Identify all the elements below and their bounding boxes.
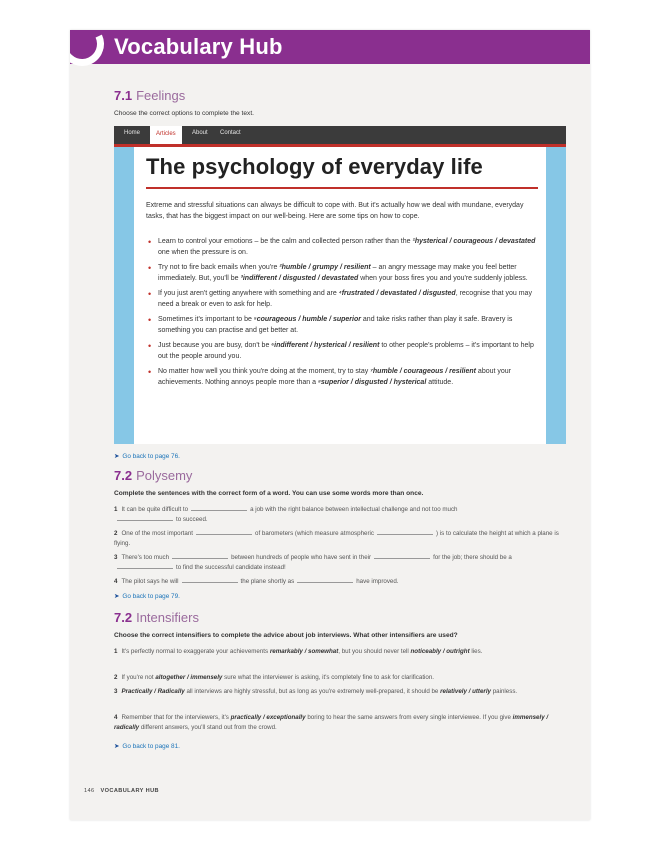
list-item: • If you just aren't getting anywhere with something and are ⁴frustrated / devastated / disgusted, recognise that you may need a break or even to ask for help. (146, 289, 536, 310)
list-item: • Sometimes it's important to be ⁵courageous / humble / superior and take risks rather than play it safe. Bravery is something you can practise and get better at. (146, 315, 536, 336)
article-body (134, 147, 546, 444)
polysemy-item: 3 There's too much between hundreds of people who have sent in their for the job; there should be ato find the successful candidate instead! (114, 554, 512, 571)
article-webpage (114, 126, 566, 444)
polysemy-item: 4 The pilot says he will the plane shortly as have improved. (114, 578, 399, 585)
list-item: • Just because you are busy, don't be ⁶indifferent / hysterical / resilient to other people's problems – it's important to help out the people around you. (146, 341, 536, 362)
section-7-1-title: 7.1 Feelings (114, 88, 186, 103)
headline-rule (146, 187, 538, 189)
nav-about[interactable]: About (192, 130, 208, 136)
website-nav (114, 126, 566, 144)
answer-blank[interactable] (377, 529, 433, 535)
answer-blank[interactable] (172, 553, 228, 559)
nav-articles[interactable]: Articles (150, 126, 182, 144)
list-item: • Learn to control your emotions – be the calm and collected person rather than the ¹hysterical / courageous / devastated one when the pressure is on. (146, 237, 536, 258)
section-7-2-title: 7.2 Polysemy (114, 468, 193, 483)
tips-list (146, 237, 536, 393)
list-item: • No matter how well you think you're doing at the moment, try to stay ⁷humble / courageous / resilient about your achievements. Nothing annoys people more than a ⁸superior / disgusted / hysterical attitude. (146, 367, 536, 388)
page-number: 146 (84, 788, 95, 794)
arrow-right-icon: ➤ (114, 593, 120, 600)
page-title: Vocabulary Hub (114, 34, 283, 59)
go-back-link-81[interactable]: ➤ Go back to page 81. (114, 743, 180, 750)
intensifier-item: 4 Remember that for the interviewers, it's practically / exceptionally boring to hear the same answers from every single interviewee. If you give immensely / radically different answers, you'll stand out from the crowd. (114, 714, 549, 731)
section-7-2-instruction: Complete the sentences with the correct form of a word. You can use some words more than once. (114, 490, 424, 497)
header-swoosh-icon (70, 30, 110, 72)
answer-blank[interactable] (374, 553, 430, 559)
section-intensifiers-title: 7.2 Intensifiers (114, 610, 199, 625)
page-footer (84, 788, 159, 794)
section-intensifiers-instruction: Choose the correct intensifiers to complete the advice about job interviews. What other intensifiers are used? (114, 632, 458, 639)
nav-contact[interactable]: Contact (220, 130, 241, 136)
book-page (70, 30, 590, 820)
section-7-1-instruction: Choose the correct options to complete the text. (114, 110, 255, 117)
arrow-right-icon: ➤ (114, 453, 120, 460)
polysemy-item: 2 One of the most important of barometers (which measure atmospheric ) is to calculate the height at which a plane is flying. (114, 530, 559, 547)
article-intro: Extreme and stressful situations can always be difficult to cope with. But it's actually how we deal with mundane, everyday tasks, that has the biggest impact on our well-being. Here are some tips on how to cope. (146, 202, 524, 220)
intensifier-item: 1 It's perfectly normal to exaggerate your achievements remarkably / somewhat, but you should never tell noticeably / outright lies. (114, 648, 483, 655)
answer-blank[interactable] (117, 563, 173, 569)
answer-blank[interactable] (117, 515, 173, 521)
arrow-right-icon: ➤ (114, 743, 120, 750)
intensifier-item: 3 Practically / Radically all interviews are highly stressful, but as long as you're extremely well-prepared, it should be relatively / utterly painless. (114, 688, 518, 695)
footer-label: VOCABULARY HUB (100, 788, 159, 794)
intensifier-item: 2 If you're not altogether / immensely sure what the interviewer is asking, it's completely fine to ask for clarification. (114, 674, 435, 681)
answer-blank[interactable] (191, 505, 247, 511)
answer-blank[interactable] (182, 577, 238, 583)
list-item: • Try not to fire back emails when you're ²humble / grumpy / resilient – an angry message may make you feel better immediately. But, you'll be ³indifferent / disgusted / devastated when your boss fires you and you're suddenly jobless. (146, 263, 536, 284)
header-bar (70, 30, 590, 64)
answer-blank[interactable] (297, 577, 353, 583)
go-back-link-79[interactable]: ➤ Go back to page 79. (114, 593, 180, 600)
answer-blank[interactable] (196, 529, 252, 535)
polysemy-item: 1 It can be quite difficult to a job with the right balance between intellectual challenge and not too much to succeed. (114, 506, 458, 523)
go-back-link-76[interactable]: ➤ Go back to page 76. (114, 453, 180, 460)
nav-home[interactable]: Home (124, 130, 141, 136)
article-headline: The psychology of everyday life (146, 154, 483, 179)
